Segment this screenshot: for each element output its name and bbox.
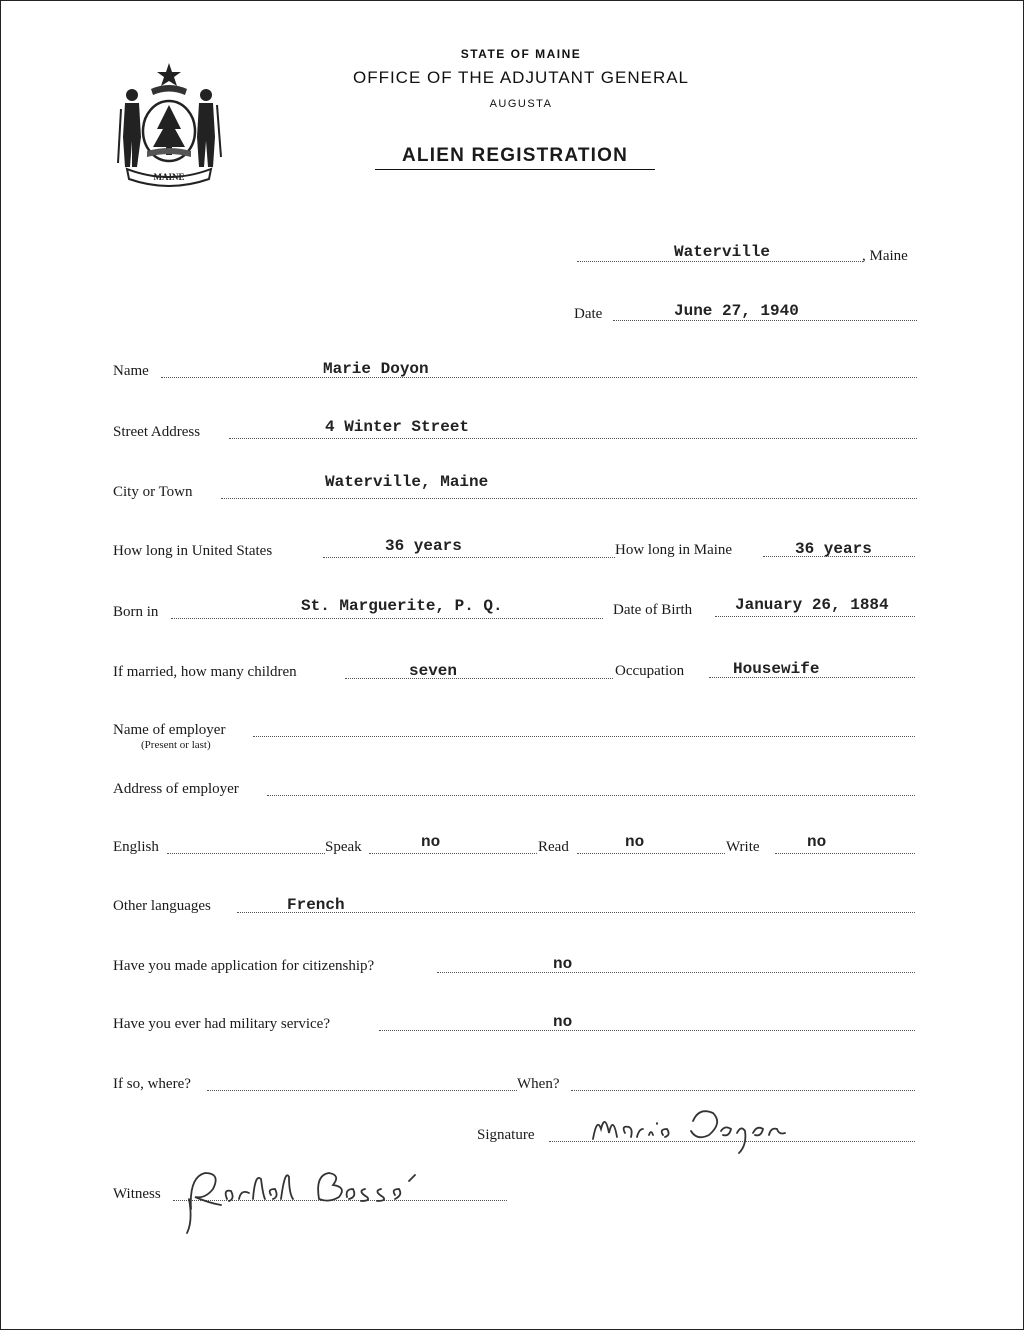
employer-address-label: Address of employer [113, 781, 239, 797]
where-line [207, 1090, 517, 1091]
city-line [221, 498, 917, 499]
how-long-us-value: 36 years [385, 537, 462, 555]
citizenship-line [437, 972, 915, 973]
how-long-us-label: How long in United States [113, 543, 273, 559]
date-label: Date [574, 306, 603, 322]
employer-name-label: Name of employer [113, 722, 226, 738]
children-label: If married, how many children [113, 664, 297, 680]
write-label: Write [726, 839, 760, 855]
speak-value: no [421, 833, 441, 851]
military-label: Have you ever had military service? [113, 1016, 330, 1032]
read-line [577, 853, 725, 854]
write-value: no [807, 833, 827, 851]
date-of-birth-label: Date of Birth [613, 602, 693, 618]
write-line [775, 853, 915, 854]
date-value: June 27, 1940 [674, 302, 799, 320]
place-line [577, 261, 863, 262]
street-address-line [229, 438, 917, 439]
how-long-maine-value: 36 years [795, 540, 872, 558]
occupation-label: Occupation [615, 663, 685, 679]
citizenship-label: Have you made application for citizenship? [113, 958, 375, 974]
read-label: Read [538, 839, 569, 855]
read-value: no [625, 833, 645, 851]
military-value: no [553, 1013, 573, 1031]
place-value: Waterville [674, 243, 771, 261]
street-address-label: Street Address [113, 424, 201, 440]
children-value: seven [409, 662, 458, 680]
name-line [161, 377, 917, 378]
other-languages-value: French [287, 896, 345, 914]
when-line [571, 1090, 915, 1091]
born-in-value: St. Marguerite, P. Q. [301, 597, 503, 615]
signature-label: Signature [477, 1127, 535, 1143]
employer-name-line [253, 736, 915, 737]
date-of-birth-value: January 26, 1884 [735, 596, 889, 614]
street-address-value: 4 Winter Street [325, 418, 470, 436]
speak-label: Speak [325, 839, 362, 855]
employer-address-line [267, 795, 915, 796]
state-seal-icon [113, 59, 225, 187]
seal-banner-text: MAINE [153, 172, 185, 182]
city-value: Waterville, Maine [325, 473, 489, 491]
occupation-value: Housewife [733, 660, 820, 678]
english-label: English [113, 839, 159, 855]
how-long-us-line [323, 557, 615, 558]
witness-handwriting [169, 1159, 459, 1239]
other-languages-label: Other languages [113, 898, 211, 914]
name-label: Name [113, 363, 149, 379]
english-line [167, 853, 325, 854]
born-in-label: Born in [113, 604, 159, 620]
witness-label: Witness [113, 1186, 161, 1202]
signature-handwriting [581, 1099, 811, 1159]
name-value: Marie Doyon [323, 360, 429, 378]
military-line [379, 1030, 915, 1031]
how-long-maine-label: How long in Maine [615, 542, 733, 558]
children-line [345, 678, 613, 679]
form-title: ALIEN REGISTRATION [375, 145, 655, 170]
state-heading: STATE OF MAINE [460, 47, 582, 61]
city-label: City or Town [113, 484, 193, 500]
employer-name-sublabel: (Present or last) [141, 739, 211, 751]
city-heading: AUGUSTA [489, 98, 553, 110]
office-heading: OFFICE OF THE ADJUTANT GENERAL [352, 68, 690, 87]
born-in-line [171, 618, 603, 619]
speak-line [369, 853, 537, 854]
where-label: If so, where? [113, 1076, 191, 1092]
citizenship-value: no [553, 955, 573, 973]
date-of-birth-line [715, 616, 915, 617]
date-line [613, 320, 917, 321]
when-label: When? [517, 1076, 560, 1092]
place-label: , Maine [862, 248, 908, 264]
